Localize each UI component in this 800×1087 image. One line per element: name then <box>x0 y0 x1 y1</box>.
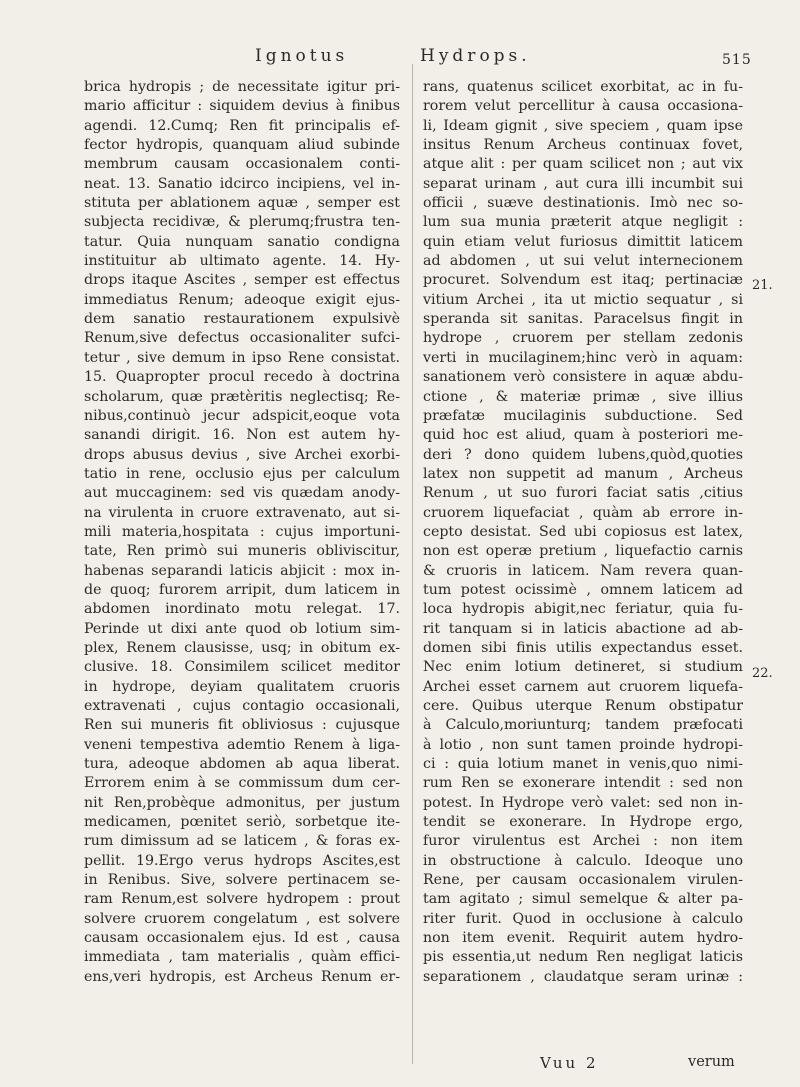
text-line-content: tetur , sive demum in ipso Rene consistat. <box>84 349 400 366</box>
column-divider <box>412 64 413 1064</box>
text-line-content: in obstructione à calculo. Ideoque uno <box>423 852 743 869</box>
text-line <box>423 658 743 677</box>
text-line <box>423 97 743 116</box>
text-line-content: loca hydropis abigit,nec feriatur, quia fu- <box>423 601 743 618</box>
text-line-content: de quoq; furorem arripit, dum laticem in <box>84 581 400 598</box>
text-line-content: immediata , tam materialis , quàm effici- <box>84 949 400 966</box>
text-line <box>84 388 400 407</box>
text-line-content: 15. Quapropter procul recedo à doctrina <box>84 369 400 386</box>
text-line-content: Rene, per causam occasionalem virulen- <box>423 872 743 889</box>
text-line <box>423 968 743 987</box>
text-line-content: Nec enim lotium detineret, si studium <box>423 659 743 676</box>
text-line-content: drops itaque Ascites , semper est effectus <box>84 272 400 289</box>
text-line <box>423 117 743 136</box>
text-line <box>423 78 743 97</box>
text-line <box>84 581 400 600</box>
text-line <box>423 794 743 813</box>
text-line-content: extravenati , cujus contagio occasionali, <box>84 698 400 714</box>
text-line-content: neat. 13. Sanatio idcirco incipiens, vel in- <box>84 175 400 192</box>
text-line <box>84 504 400 523</box>
text-line-content: tam agitato ; simul semelque & alter pa- <box>423 891 743 908</box>
text-line-content: rorem velut percellitur à causa occasiona- <box>423 98 743 115</box>
text-line-content: ens,veri hydropis, est Archeus Renum er- <box>84 968 400 985</box>
text-line <box>84 755 400 774</box>
text-line <box>84 271 400 290</box>
text-line-content: deri ? dono quidem lubens,quòd,quoties <box>423 446 743 463</box>
text-line-content: ram Renum,est solvere hydropem : prout <box>84 891 400 908</box>
text-line-content: sanandi dirigit. 16. Non est autem hy- <box>84 427 400 444</box>
text-line-content: riter furit. Quod in occlusione à calculo <box>423 910 743 927</box>
text-line-content: drops abusus devius , sive Archei exorbi- <box>84 446 400 463</box>
text-line <box>84 426 400 445</box>
text-line <box>84 523 400 542</box>
text-line-content: mili materia,hospitata : cujus importuni- <box>84 523 400 540</box>
running-head-right: Hydrops. <box>420 46 531 66</box>
text-line-content: insitus Renum Archeus continuax fovet, <box>423 137 743 154</box>
text-line-content: clusive. 18. Consimilem scilicet meditor <box>84 659 400 676</box>
text-line-content: medicamen, pœnitet seriò, sorbetque ite- <box>84 814 400 831</box>
text-line-content: officii , suæve destinationis. Imò nec so- <box>423 195 743 212</box>
text-line-content: pellit. 19.Ergo verus hydrops Ascites,est <box>84 852 400 869</box>
text-line <box>84 968 400 987</box>
text-line-content: subjecta recidivæ, & plerumq;frustra ten- <box>84 214 400 231</box>
text-line <box>84 155 400 174</box>
text-line <box>84 291 400 310</box>
text-line <box>84 716 400 735</box>
text-line-content: Archei esset carnem aut cruorem liquefa- <box>423 678 743 695</box>
text-line <box>423 426 743 445</box>
text-line <box>84 948 400 967</box>
text-line <box>423 697 743 716</box>
right-text-column <box>423 78 743 987</box>
text-line <box>423 832 743 851</box>
text-line <box>84 136 400 155</box>
text-line-content: nit Ren,probèque admonitus, per justum <box>84 794 400 811</box>
signature-mark: Vuu 2 <box>540 1054 599 1072</box>
text-line-content: habenas separandi laticis abjicit : mox in- <box>84 562 400 579</box>
text-line <box>84 329 400 348</box>
text-line-content: quin etiam velut furiosus dimittit laticem <box>423 233 743 250</box>
text-line <box>84 446 400 465</box>
text-line <box>423 736 743 755</box>
left-text-column <box>84 78 400 987</box>
text-line <box>423 213 743 232</box>
text-line-content: cruorem liquefaciat , quàm ab errore in- <box>423 504 743 521</box>
text-line <box>84 542 400 561</box>
text-line <box>84 890 400 909</box>
text-line <box>423 310 743 329</box>
text-line <box>423 155 743 174</box>
text-line <box>423 852 743 871</box>
text-line-content: præfatæ mucilaginis subductione. Sed <box>423 407 743 424</box>
text-line-content: solvere cruorem congelatum , est solvere <box>84 910 400 927</box>
text-line <box>423 890 743 909</box>
text-line-content: & cruoris in laticem. Nam revera quan- <box>423 562 743 579</box>
text-line-content: domen sibi finis utilis expectandus esset. <box>423 639 743 656</box>
text-line-content: lum sua munia præterit atque negligit : <box>423 214 743 231</box>
running-head-left: Ignotus <box>255 46 349 66</box>
text-line-content: hydrope , cruorem per stellam zedonis <box>423 330 743 347</box>
text-line <box>423 349 743 368</box>
text-line <box>84 407 400 426</box>
text-line <box>423 929 743 948</box>
text-line <box>423 368 743 387</box>
text-line <box>423 910 743 929</box>
page-number: 515 <box>722 52 752 68</box>
text-line-content: procuret. Solvendum est itaq; pertinaciæ <box>423 272 743 289</box>
text-line-content: abdomen inordinato motu relegat. 17. <box>84 601 400 618</box>
text-line-content: separat urinam , aut cura illi incumbit sui <box>423 175 743 192</box>
text-line <box>423 600 743 619</box>
text-line <box>423 329 743 348</box>
text-line <box>423 271 743 290</box>
text-line <box>84 368 400 387</box>
text-line <box>84 233 400 252</box>
text-line <box>84 658 400 677</box>
text-line <box>423 813 743 832</box>
text-line <box>423 948 743 967</box>
text-line <box>84 349 400 368</box>
text-line <box>84 832 400 851</box>
text-line <box>84 794 400 813</box>
text-line-content: à lotio , non sunt tamen proinde hydropi- <box>423 736 743 753</box>
text-line-content: causam occasionalem ejus. Id est , causa <box>84 930 400 947</box>
text-line <box>423 446 743 465</box>
text-line-content: potest. In Hydrope verò valet: sed non in- <box>423 794 743 811</box>
text-line-content: à Calculo,moriunturq; tandem præfocati <box>423 717 743 734</box>
text-line-content: membrum causam occasionalem conti- <box>84 156 400 173</box>
text-line-content: fector hydropis, quanquam aliud subinde <box>84 137 400 154</box>
text-line-content: immediatus Renum; adeoque exigit ejus- <box>84 291 400 308</box>
text-line-content: furor virulentus est Archei : non item <box>423 833 743 850</box>
text-line-content: ctione , & materiæ primæ , sive illius <box>423 388 743 405</box>
text-line-content: tura, adeoque abdomen ab aqua liberat. <box>84 756 400 773</box>
text-line-content: Perinde ut dixi ante quod ob lotium sim- <box>84 620 400 637</box>
text-line <box>84 910 400 929</box>
text-line-content: Errorem enim à se commissum dum cer- <box>84 775 400 792</box>
text-line-content: li, Ideam gignit , sive speciem , quam ipse <box>423 117 743 134</box>
text-line <box>84 213 400 232</box>
text-line-content: veneni tempestiva ademtio Renem à liga- <box>84 736 400 753</box>
text-line-content: rans, quatenus scilicet exorbitat, ac in fu- <box>423 79 743 95</box>
text-line <box>423 136 743 155</box>
text-line <box>423 620 743 639</box>
text-line-content: speranda sit sanitas. Paracelsus fingit in <box>423 311 743 328</box>
text-line <box>423 407 743 426</box>
text-line-content: scholarum, quæ prætèritis neglectisq; Re- <box>84 388 400 405</box>
text-line <box>423 233 743 252</box>
text-line <box>423 504 743 523</box>
text-line <box>84 194 400 213</box>
text-line <box>423 678 743 697</box>
text-line-content: nibus,continuò jecur adspicit,eoque vota <box>84 407 400 424</box>
text-line <box>423 639 743 658</box>
text-line-content: vitium Archei , ita ut mictio sequatur , si <box>423 291 743 308</box>
text-line-content: atque alit : per quam scilicet non ; aut vix <box>423 156 743 173</box>
text-line-content: cere. Quibus uterque Renum obstipatur <box>423 698 743 714</box>
text-line <box>84 929 400 948</box>
text-line <box>84 774 400 793</box>
text-line-content: rum dimissum ad se laticem , & foras ex- <box>84 833 400 850</box>
text-line-content: verti in mucilaginem;hinc verò in aquam: <box>423 349 743 366</box>
text-line <box>84 736 400 755</box>
text-line-content: aut muccaginem: sed vis quædam anody- <box>84 485 400 502</box>
text-line <box>84 97 400 116</box>
text-line-content: tendit se exonerare. In Hydrope ergo, <box>423 814 743 831</box>
text-line-content: tum potest ocissimè , omnem laticem ad <box>423 581 743 598</box>
text-line <box>84 871 400 890</box>
text-line-content: rum Ren se exonerare intendit : sed non <box>423 775 743 792</box>
text-line <box>84 697 400 716</box>
text-line-content: instituitur ab ultimato agente. 14. Hy- <box>84 253 400 270</box>
text-line <box>423 871 743 890</box>
text-line <box>423 774 743 793</box>
margin-number: 22. <box>752 666 773 681</box>
text-line-content: dem sanatio restaurationem expulsivè <box>84 311 400 328</box>
text-line <box>84 562 400 581</box>
text-line <box>84 620 400 639</box>
text-line <box>84 600 400 619</box>
text-line <box>423 484 743 503</box>
text-line <box>84 639 400 658</box>
text-line-content: stituta per ablationem aquæ , semper est <box>84 195 400 212</box>
text-line-content: ad abdomen , ut sui velut internecionem <box>423 253 743 270</box>
running-head <box>0 46 800 76</box>
text-line-content: sanationem verò consistere in aquæ abdu- <box>423 369 743 386</box>
text-line-content: Renum , ut suo furori faciat satis ,citius <box>423 485 743 502</box>
text-line <box>423 175 743 194</box>
text-line-content: tatio in rene, occlusio ejus per calculum <box>84 465 400 482</box>
text-line-content: ci : quia lotium manet in venis,quo nimi- <box>423 756 743 773</box>
text-line <box>423 465 743 484</box>
text-line-content: rit tanquam si in laticis abactione ad ab- <box>423 620 743 637</box>
text-line-content: tate, Ren primò sui muneris obliviscitur, <box>84 543 400 560</box>
text-line <box>84 852 400 871</box>
text-line <box>423 716 743 735</box>
text-line <box>423 194 743 213</box>
text-line <box>84 117 400 136</box>
text-line-content: plex, Renem clausisse, usq; in obitum ex- <box>84 639 400 656</box>
text-line-content: in hydrope, deyiam qualitatem cruoris <box>84 678 400 695</box>
text-line <box>423 562 743 581</box>
text-line <box>84 78 400 97</box>
text-line <box>84 678 400 697</box>
text-line-content: cepto desistat. Sed ubi copiosus est latex, <box>423 523 743 540</box>
text-line <box>423 388 743 407</box>
text-line-content: brica hydropis ; de necessitate igitur pri- <box>84 79 400 95</box>
text-line <box>84 252 400 271</box>
text-line <box>423 542 743 561</box>
text-line-content: separationem , claudatque seram urinæ : <box>423 968 743 985</box>
text-line <box>84 175 400 194</box>
text-line <box>423 755 743 774</box>
text-line-content: quid hoc est aliud, quam à posteriori me- <box>423 427 743 444</box>
text-line <box>84 484 400 503</box>
text-line <box>84 813 400 832</box>
text-line-content: non item evenit. Requirit autem hydro- <box>423 930 743 947</box>
text-line-content: pis essentia,ut nedum Ren negligat laticis <box>423 949 743 966</box>
text-line <box>423 291 743 310</box>
text-line-content: latex non suppetit ad manum , Archeus <box>423 465 743 482</box>
text-line <box>423 523 743 542</box>
text-line-content: agendi. 12.Cumq; Ren fit principalis ef- <box>84 117 400 134</box>
margin-number: 21. <box>752 278 773 293</box>
text-line-content: mario afficitur : siquidem devius à finibus <box>84 98 400 115</box>
text-line-content: tatur. Quia nunquam sanatio condigna <box>84 233 400 250</box>
text-line-content: na virulenta in cruore extravenato, aut si- <box>84 504 400 521</box>
text-line-content: non est operæ pretium , liquefactio carnis <box>423 543 743 560</box>
text-line-content: Renum,sive defectus occasionaliter sufci- <box>84 330 400 347</box>
text-line <box>423 581 743 600</box>
catchword: verum <box>688 1054 735 1070</box>
text-line <box>84 465 400 484</box>
text-line-content: in Renibus. Sive, solvere pertinacem se- <box>84 872 400 889</box>
text-line-content: Ren sui muneris fit obliviosus : cujusque <box>84 717 400 734</box>
text-line <box>423 252 743 271</box>
text-line <box>84 310 400 329</box>
